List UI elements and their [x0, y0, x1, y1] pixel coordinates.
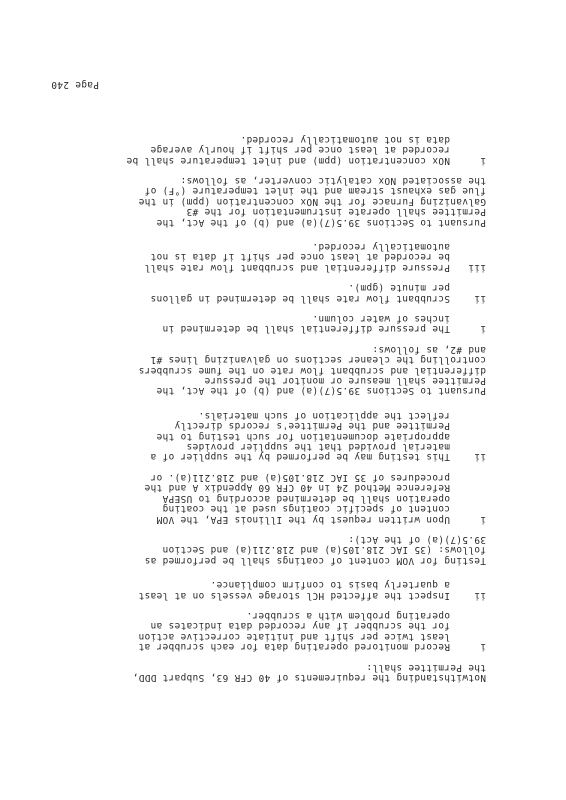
list-item: [48, 579, 486, 600]
text-line: This testing may be performed by the supplier of a: [150, 451, 450, 463]
text-line: material provided that the supplier provides: [186, 441, 450, 453]
text-line: be recorded at least once per shift if data is not: [150, 251, 450, 263]
text-line: Permittee shall operate instrumentation for the #3: [186, 206, 486, 218]
text-line: the associated NOx catalytic converter, as follows:: [180, 174, 486, 186]
item-number: i: [480, 641, 486, 653]
text-line: The pressure differential shall be determined in: [162, 323, 450, 335]
item-text: [48, 472, 450, 524]
text-line: Permittee shall measure or monitor the pressure: [204, 375, 486, 387]
text-line: automatically recorded.: [312, 241, 450, 252]
item-text: [48, 313, 450, 334]
text-line: operation shall be determined according to USEPA: [162, 492, 450, 504]
text-line: Permittee and the Permittee's records directly: [174, 420, 450, 432]
list-item: [48, 610, 486, 652]
list-item: [48, 472, 486, 524]
text-line: Notwithstanding the requirements of 40 CFR 63, Subpart DDD,: [132, 672, 486, 683]
text-line: procedures of 35 IAC 218.105(a) and 218.211(a). or: [150, 471, 450, 483]
text-line: per minute (gpm).: [348, 282, 450, 294]
text-line: operating problem with a scrubber.: [246, 609, 450, 621]
page-number: Page 240: [51, 79, 99, 90]
text-line: follows: (35 IAC 218.105(a) and 218.211(a) and Section: [162, 544, 486, 556]
text-line: Galvanizing Furnace for the NOx concentration (ppm) in the: [138, 195, 486, 207]
list-item: [48, 409, 486, 461]
text-line: data is not automatically recorded.: [240, 133, 450, 145]
text-line: appropriate documentation for such testing to the: [156, 430, 450, 442]
text-line: reflect the application of such materials.: [198, 409, 450, 421]
text-line: Pursuant to Sections 39.5(7)(a) and (b) of the Act, the: [156, 385, 486, 397]
item-number: i: [480, 513, 486, 525]
text-line: 39.5(7)(a) of the Act):: [348, 533, 486, 545]
paragraph-d: [48, 175, 486, 227]
item-number: ii: [474, 292, 486, 304]
item-number: ii: [474, 451, 486, 463]
item-number: ii: [474, 589, 486, 601]
text-line: NOx concentration (ppm) and inlet temperature shall be: [126, 154, 450, 166]
text-line: Scrubbant flow rate shall be determined in gallons: [150, 292, 450, 304]
text-line: differential and scrubbant flow rate on the fume scrubbers: [138, 364, 486, 376]
text-line: recorded at least once per shift if hourly average: [150, 144, 450, 156]
text-line: flue gas exhaust stream and the inlet temperature (°F) of: [144, 185, 486, 197]
item-text: [48, 579, 450, 600]
item-text: [48, 282, 450, 303]
paragraph-c: [48, 343, 486, 395]
text-line: and #2, as follows:: [372, 343, 486, 355]
text-line: the Permittee shall:: [366, 661, 486, 673]
intro-paragraph: [48, 661, 486, 682]
text-line: a quarterly basis to confirm compliance.: [210, 579, 450, 591]
text-line: Reference Method 24 in 40 CFR 60 Appendix A and the: [144, 482, 450, 494]
document-body: [48, 133, 486, 682]
text-line: Testing for VOM content of coatings shall be performed as: [144, 554, 486, 566]
paragraph-b: [48, 534, 486, 565]
list-item: [48, 241, 486, 272]
text-line: content of specific coatings used at the coating: [162, 503, 450, 515]
list-item: [48, 282, 486, 303]
text-line: Pressure differential and scrubbant flow rate shall: [144, 261, 450, 273]
text-line: controlling the cleaner sections on galvanizing lines #1: [150, 354, 486, 366]
item-number: iii: [468, 261, 486, 273]
text-line: least twice per shift and initiate corrective action: [138, 630, 450, 642]
list-item: [48, 313, 486, 334]
list-item: [48, 133, 486, 164]
text-line: for the scrubber if any recorded data indicates an: [150, 620, 450, 632]
text-line: inches of water column.: [312, 313, 450, 325]
item-text: [48, 241, 450, 272]
item-text: [48, 409, 450, 461]
text-line: Pursuant to Sections 39.5(7)(a) and (b) of the Act, the: [156, 216, 486, 228]
item-text: [48, 133, 450, 164]
text-line: Record monitored operating data for each scrubber at: [138, 641, 450, 653]
item-text: [48, 610, 450, 652]
item-number: i: [480, 323, 486, 335]
item-number: i: [480, 154, 486, 166]
text-line: Upon written request by the Illinois EPA, the VOM: [156, 513, 450, 525]
text-line: Inspect the affected HCl storage vessels on at least: [138, 589, 450, 601]
